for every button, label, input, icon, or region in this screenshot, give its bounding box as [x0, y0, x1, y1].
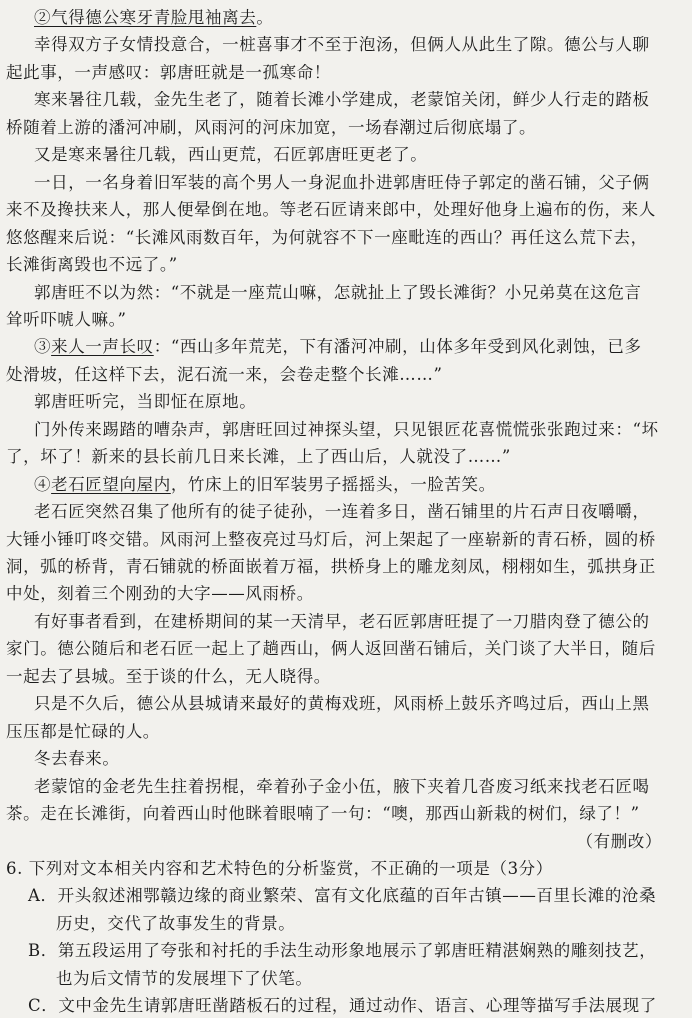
passage-line [0, 310, 692, 332]
underlined-phrase: 来人一声长叹 [51, 337, 154, 357]
line-text: C．文中金先生请郭唐旺凿踏板石的过程，通过动作、语言、心理等描写手法展现了 [28, 996, 657, 1016]
passage-line [0, 200, 692, 222]
passage-line [0, 283, 692, 305]
passage-line [0, 228, 692, 250]
question-line [0, 941, 692, 963]
passage-line [0, 255, 692, 277]
underlined-phrase: ②气得德公寒牙青脸甩袖离去 [34, 8, 257, 27]
line-text: 老蒙馆的金老先生拄着拐棍，牵着孙子金小伍，腋下夹着几沓废习纸来找老石匠喝 [34, 776, 650, 796]
line-text: 郭唐旺不以为然：“不就是一座荒山嘛，怎就扯上了毁长滩街？小兄弟莫在这危言 [34, 282, 642, 302]
line-text: 也为后文情节的发展埋下了伏笔。 [56, 968, 313, 988]
passage-line [0, 530, 692, 552]
line-text: 耸听吓唬人嘛。” [6, 309, 127, 329]
passage-line [0, 612, 692, 634]
passage-line [0, 365, 692, 387]
passage-line [0, 777, 692, 799]
passage-line [0, 90, 692, 112]
question-line [0, 969, 692, 991]
passage-line [0, 420, 692, 442]
passage-line [0, 722, 692, 744]
passage-line [0, 804, 692, 826]
line-text: 起此事，一声感叹：郭唐旺就是一孤寒命！ [6, 62, 331, 82]
line-text: 中处，刻着三个刚劲的大字——风雨桥。 [6, 584, 314, 604]
question-line [0, 914, 692, 936]
line-text: 家门。德公随后和老石匠一起上了趟西山，俩人返回凿石铺后，关门谈了大半日，随后 [6, 639, 656, 659]
line-text: 一日，一名身着旧军装的高个男人一身泥血扑进郭唐旺侍子郭定的凿石铺，父子俩 [34, 172, 650, 192]
passage-line [0, 832, 692, 854]
question-line [0, 996, 692, 1018]
text-segment: ，竹床上的旧军装男子摇摇头，一脸苦笑。 [170, 474, 496, 494]
passage-line [0, 118, 692, 140]
line-text: 冬去春来。 [34, 749, 120, 769]
passage-line [0, 337, 692, 359]
line-text: 6. 下列对文本相关内容和艺术特色的分析鉴赏，不正确的一项是（3分） [6, 858, 553, 878]
line-text: 有好事者看到，在建桥期间的某一天清早，老石匠郭唐旺提了一刀腊肉登了德公的 [34, 611, 650, 631]
text-segment: ④ [34, 474, 52, 494]
line-text: 洞，弧的桥背，青石铺就的桥面嵌着万福，拱桥身上的雕龙刻凤，栩栩如生，弧拱身正 [6, 557, 656, 576]
passage-line [0, 145, 692, 167]
line-text: 压压都是忙碌的人。 [6, 721, 160, 741]
passage-line [0, 8, 692, 30]
passage-line [0, 639, 692, 661]
line-text: （有删改） [576, 831, 662, 851]
line-text: 寒来暑往几载，金先生老了，随着长滩小学建成，老蒙馆关闭，鲜少人行走的踏板 [34, 90, 650, 110]
line-text: 只是不久后，德公从县城请来最好的黄梅戏班，风雨桥上鼓乐齐鸣过后，西山上黑 [34, 694, 650, 714]
line-text: 门外传来踢踏的嘈杂声，郭唐旺回过神探头望，只见银匠花喜慌慌张张跑过来：“坏 [34, 419, 659, 439]
question-line [0, 859, 692, 881]
text-segment: ③ [34, 337, 52, 357]
line-text: 来不及搀扶来人，那人便晕倒在地。等老石匠请来郎中，处理好他身上遍布的伤，来人 [6, 200, 656, 220]
passage-line [0, 173, 692, 195]
line-text: 一起去了县城。至于谈的什么，无人晓得。 [6, 666, 331, 686]
line-text: 老石匠突然召集了他所有的徒子徒孙，一连着多日，凿石铺里的片石声日夜嚼嚼， [34, 502, 650, 522]
text-segment: 。 [256, 8, 274, 27]
passage-line [0, 447, 692, 469]
passage-line [0, 35, 692, 57]
passage-line [0, 63, 692, 85]
underlined-phrase: 老石匠望向屋内 [51, 474, 171, 494]
question-line [0, 886, 692, 908]
passage-line [0, 694, 692, 716]
line-text: 处滑坡，任这样下去，泥石流一来，会卷走整个长滩……” [6, 364, 443, 384]
passage-line [0, 667, 692, 689]
line-text: 大锤小锤叮咚交错。风雨河上整夜亮过马灯后，河上架起了一座崭新的青石桥，圆的桥 [6, 529, 656, 549]
passage-line [0, 584, 692, 606]
line-text: A．开头叙述湘鄂赣边缘的商业繁荣、富有文化底蕴的百年古镇——百里长滩的沧桑 [28, 886, 657, 906]
line-text: 郭唐旺听完，当即怔在原地。 [34, 392, 257, 412]
line-text: 长滩街离毁也不远了。” [6, 255, 178, 275]
passage-line [0, 749, 692, 771]
line-text: 幸得双方子女情投意合，一桩喜事才不至于泡汤，但俩人从此生了隙。德公与人聊 [34, 35, 650, 55]
line-text: 茶。走在长滩街，向着西山时他眯着眼喃了一句：“噢，那西山新栽的树们，绿了！” [6, 804, 640, 824]
passage-line [0, 557, 692, 579]
line-text: B．第五段运用了夸张和衬托的手法生动形象地展示了郭唐旺精湛娴熟的雕刻技艺， [28, 941, 657, 961]
passage-line [0, 502, 692, 524]
line-text: 桥随着上游的潘河冲刷，风雨河的河床加宽，一场春潮过后彻底塌了。 [6, 117, 537, 137]
line-text: 悠悠醒来后说：“长滩风雨数百年，为何就容不下一座毗连的西山？再任这么荒下去， [6, 227, 648, 247]
passage-line [0, 475, 692, 497]
text-segment: ：“西山多年荒芜，下有潘河冲刷，山体多年受到风化剥蚀，已多 [153, 337, 642, 357]
line-text: 又是寒来暑往几载，西山更荒，石匠郭唐旺更老了。 [34, 145, 428, 165]
passage-line [0, 392, 692, 414]
line-text: 历史，交代了故事发生的背景。 [56, 913, 296, 933]
line-text: 了，坏了！新来的县长前几日来长滩，上了西山后，人就没了……” [6, 447, 511, 467]
